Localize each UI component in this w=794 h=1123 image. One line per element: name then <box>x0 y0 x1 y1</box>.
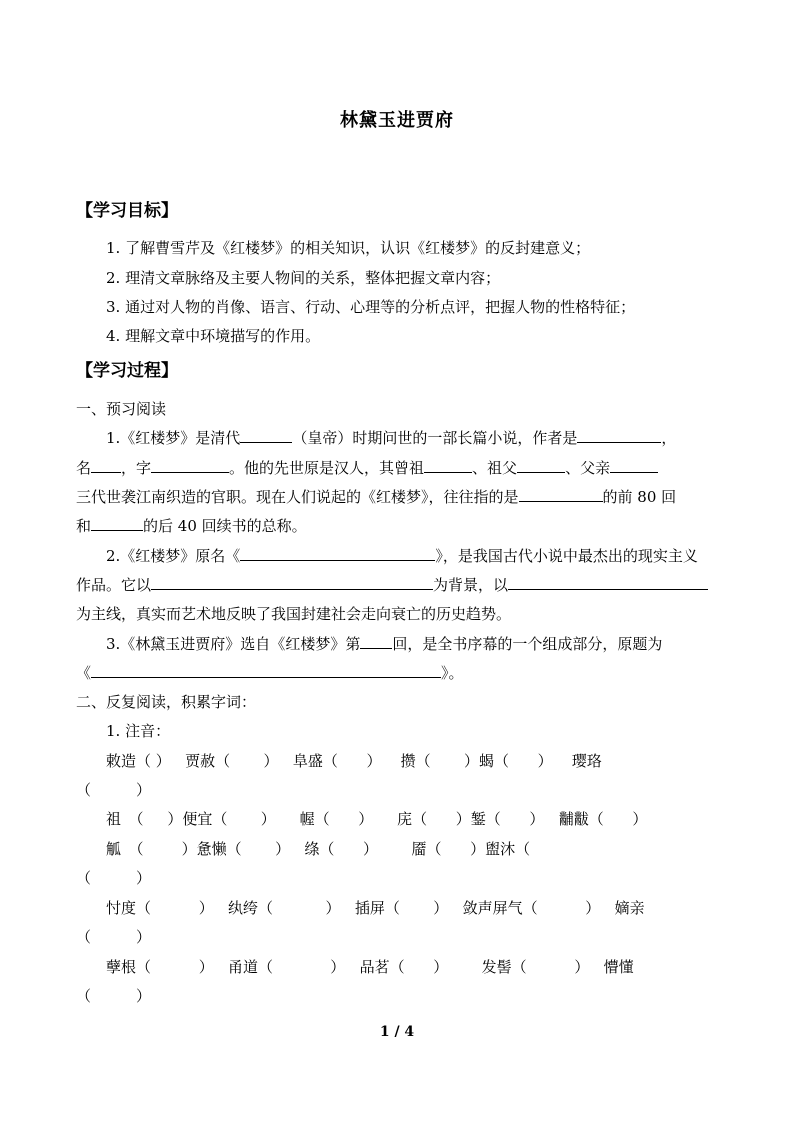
pinyin-row-cont: （ ） <box>76 781 152 799</box>
blank-field[interactable] <box>91 663 441 678</box>
goal-item: 3. 通过对人物的肖像、语言、行动、心理等的分析点评，把握人物的性格特征； <box>106 298 636 316</box>
blank-field[interactable] <box>151 575 433 590</box>
blank-field[interactable] <box>424 458 472 473</box>
pinyin-row: 敕造（ ） 贾赦（ ） 阜盛（ ） 攒（ ）蝎（ ） 璎珞 <box>106 752 602 770</box>
q1-line4: 和 的后 40 回续书的总称。 <box>76 517 307 535</box>
goal-item: 1. 了解曹雪芹及《红楼梦》的相关知识，认识《红楼梦》的反封建意义； <box>106 239 591 257</box>
part1-heading: 一、预习阅读 <box>76 400 167 418</box>
part2-sub: 1. 注音： <box>106 722 171 740</box>
pinyin-row-cont: （ ） <box>76 869 152 887</box>
blank-field[interactable] <box>508 575 708 590</box>
page-title: 林黛玉进贾府 <box>340 110 454 131</box>
pinyin-row: 觚 （ ）惫懒（ ） 绦（ ） 靥（ ）盥沐（ <box>106 840 531 858</box>
q2-line1: 2.《红楼梦》原名《 》，是我国古代小说中最杰出的现实主义 <box>106 547 698 565</box>
page-number: 1 / 4 <box>379 1024 415 1040</box>
blank-field[interactable] <box>151 458 229 473</box>
blank-field[interactable] <box>577 428 661 443</box>
goal-item: 4. 理解文章中环境描写的作用。 <box>106 327 321 345</box>
blank-field[interactable] <box>91 458 121 473</box>
part2-heading: 二、反复阅读，积累字词： <box>76 693 257 711</box>
q1-line1: 1.《红楼梦》是清代 （皇帝）时期问世的一部长篇小说，作者是 ， <box>106 429 677 447</box>
pinyin-row-cont: （ ） <box>76 987 152 1005</box>
pinyin-row-cont: （ ） <box>76 928 152 946</box>
pinyin-row: 忖度（ ） 纨绔（ ） 插屏（ ） 敛声屏气（ ） 嫡亲 <box>106 899 645 917</box>
q1-line2: 名 ，字 。他的先世原是汉人，其曾祖 、祖父 、父亲 <box>76 457 658 478</box>
blank-field[interactable] <box>360 634 392 649</box>
blank-field[interactable] <box>240 546 435 561</box>
blank-field[interactable] <box>91 516 143 531</box>
blank-field[interactable] <box>240 428 292 443</box>
process-heading: 【学习过程】 <box>76 361 178 381</box>
pinyin-row: 祖 （ ）便宜（ ） 幄（ ） 庑（ ）錾（ ） 黼黻（ ） <box>106 810 648 828</box>
blank-field[interactable] <box>517 458 565 473</box>
pinyin-row: 孽根（ ） 甬道（ ） 品茗（ ） 发髻（ ） 懵懂 <box>106 958 634 976</box>
goal-item: 2. 理清文章脉络及主要人物间的关系，整体把握文章内容； <box>106 269 501 287</box>
q2-line3: 为主线，真实而艺术地反映了我国封建社会走向衰亡的历史趋势。 <box>76 605 512 623</box>
q3-line2: 《 》。 <box>76 664 464 682</box>
blank-field[interactable] <box>519 487 603 502</box>
q2-line2: 作品。它以 为背景，以 <box>76 574 708 595</box>
goals-heading: 【学习目标】 <box>76 201 178 221</box>
q3-line1: 3.《林黛玉进贾府》选自《红楼梦》第 回，是全书序幕的一个组成部分，原题为 <box>106 635 663 653</box>
blank-field[interactable] <box>610 458 658 473</box>
q1-line3: 三代世袭江南织造的官职。现在人们说起的《红楼梦》，往往指的是 的前 80 回 <box>76 488 677 506</box>
